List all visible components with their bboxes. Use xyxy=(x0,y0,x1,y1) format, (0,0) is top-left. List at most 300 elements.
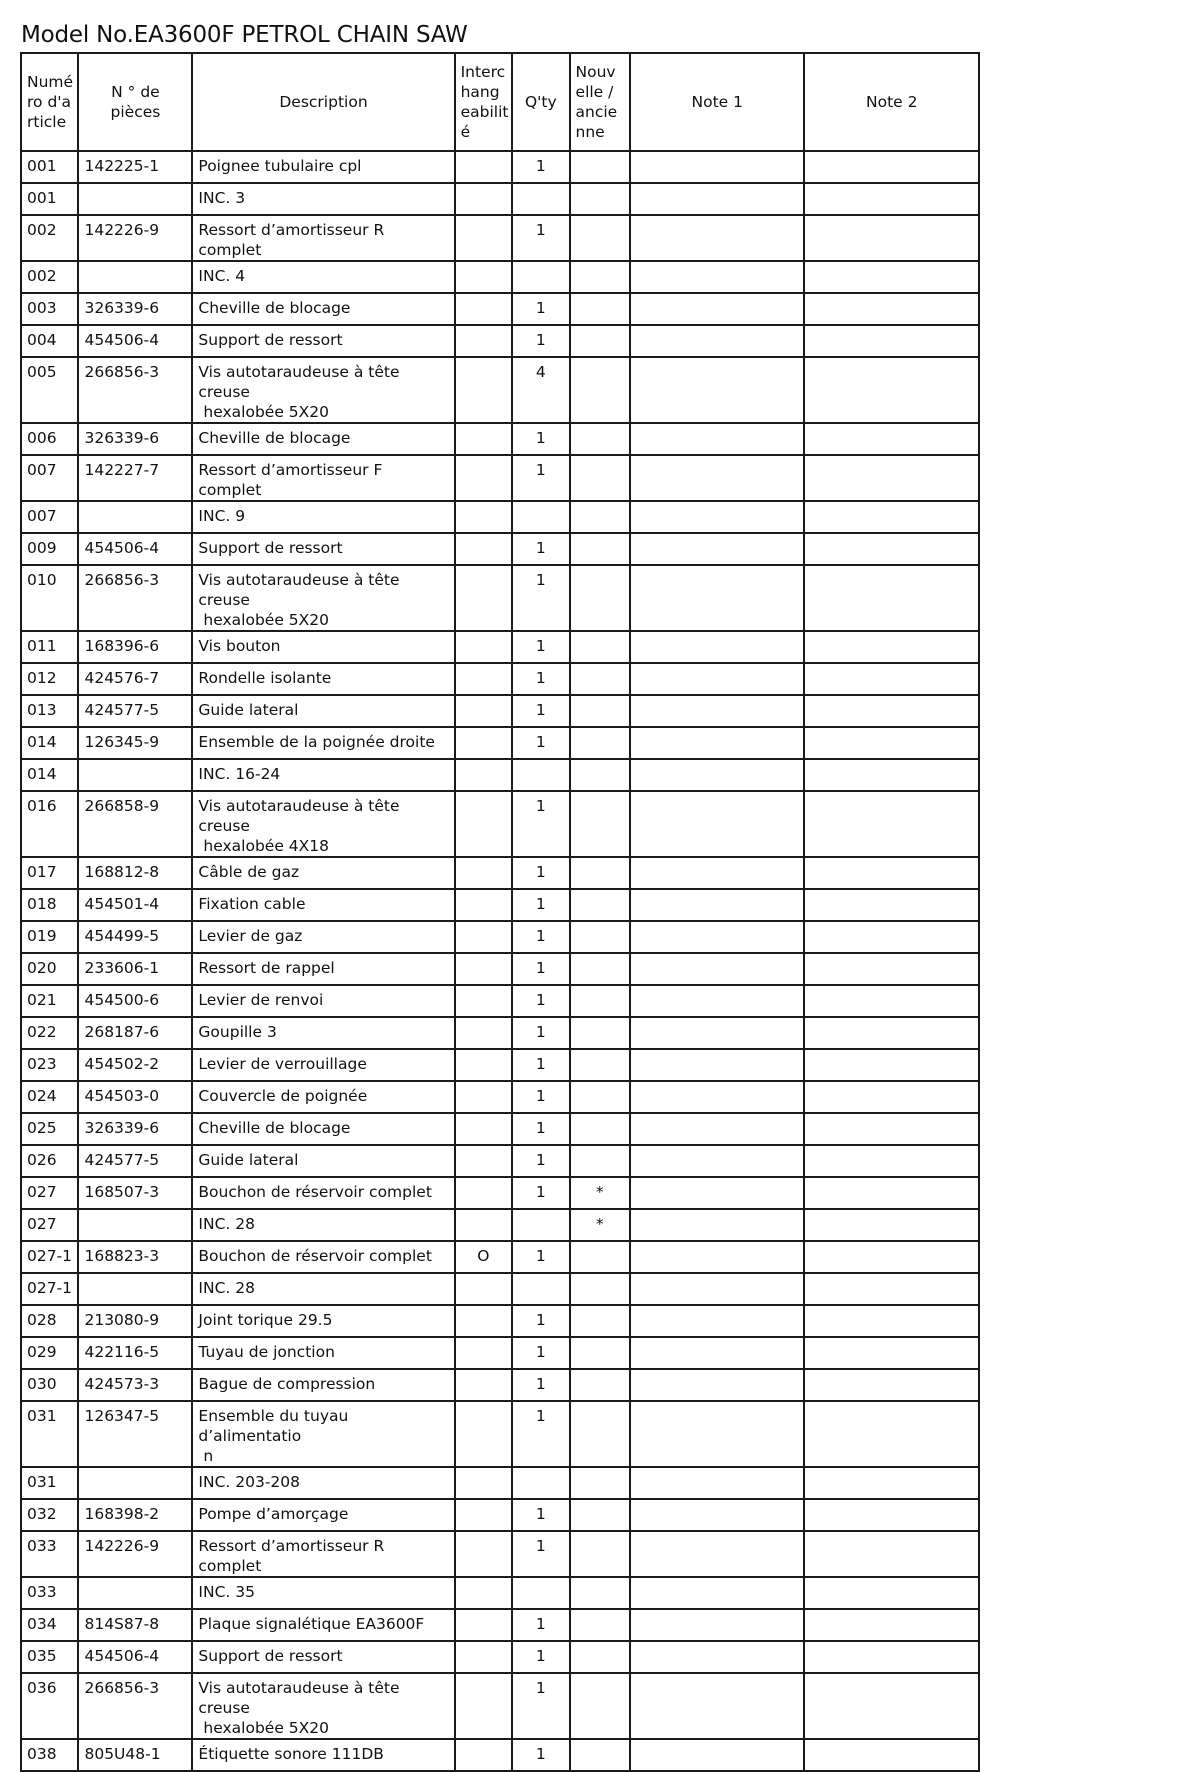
cell-note-2 xyxy=(804,1641,979,1673)
cell-interchangeability xyxy=(455,1369,512,1401)
cell-qty: 1 xyxy=(512,455,569,501)
cell-interchangeability xyxy=(455,533,512,565)
cell-part-no: 168398-2 xyxy=(78,1499,192,1531)
cell-interchangeability xyxy=(455,1401,512,1467)
cell-note-1 xyxy=(630,1305,804,1337)
cell-part-no: 424577-5 xyxy=(78,695,192,727)
table-row xyxy=(21,759,979,791)
description-line: Tuyau de jonction xyxy=(198,1343,335,1361)
cell-note-1 xyxy=(630,985,804,1017)
table-row xyxy=(21,501,979,533)
cell-note-2 xyxy=(804,325,979,357)
cell-qty: 1 xyxy=(512,695,569,727)
cell-qty: 1 xyxy=(512,1609,569,1641)
cell-qty: 1 xyxy=(512,1049,569,1081)
cell-new-old xyxy=(570,889,631,921)
cell-new-old: * xyxy=(570,1177,631,1209)
cell-interchangeability xyxy=(455,215,512,261)
cell-note-1 xyxy=(630,1113,804,1145)
cell-note-1 xyxy=(630,953,804,985)
cell-part-no: 168507-3 xyxy=(78,1177,192,1209)
cell-new-old xyxy=(570,455,631,501)
cell-interchangeability xyxy=(455,565,512,631)
description-line: Rondelle isolante xyxy=(198,669,332,687)
cell-item-no: 002 xyxy=(21,261,78,293)
description-line: Poignee tubulaire cpl xyxy=(198,157,362,175)
cell-qty: 1 xyxy=(512,1531,569,1577)
table-row xyxy=(21,1305,979,1337)
cell-interchangeability xyxy=(455,759,512,791)
description-line: Plaque signalétique EA3600F xyxy=(198,1615,425,1633)
cell-part-no: 424577-5 xyxy=(78,1145,192,1177)
cell-item-no: 025 xyxy=(21,1113,78,1145)
cell-note-1 xyxy=(630,1337,804,1369)
description-line: INC. 28 xyxy=(198,1279,255,1297)
cell-description xyxy=(192,1241,454,1273)
table-row xyxy=(21,727,979,759)
cell-qty: 1 xyxy=(512,1337,569,1369)
cell-interchangeability xyxy=(455,631,512,663)
cell-description xyxy=(192,631,454,663)
cell-note-2 xyxy=(804,1401,979,1467)
cell-item-no: 017 xyxy=(21,857,78,889)
cell-interchangeability xyxy=(455,921,512,953)
table-row xyxy=(21,1049,979,1081)
cell-note-2 xyxy=(804,1081,979,1113)
description-line: INC. 4 xyxy=(198,267,246,285)
cell-note-2 xyxy=(804,1467,979,1499)
table-row xyxy=(21,1467,979,1499)
cell-new-old xyxy=(570,695,631,727)
table-row xyxy=(21,183,979,215)
description-line: Guide lateral xyxy=(198,1151,299,1169)
cell-note-2 xyxy=(804,183,979,215)
cell-part-no: 233606-1 xyxy=(78,953,192,985)
cell-qty: 1 xyxy=(512,1369,569,1401)
table-row xyxy=(21,1145,979,1177)
cell-description xyxy=(192,791,454,857)
cell-item-no: 002 xyxy=(21,215,78,261)
cell-note-1 xyxy=(630,889,804,921)
cell-item-no: 031 xyxy=(21,1467,78,1499)
cell-part-no: 454500-6 xyxy=(78,985,192,1017)
cell-note-1 xyxy=(630,501,804,533)
description-line: Ressort d’amortisseur F complet xyxy=(198,461,383,499)
cell-part-no xyxy=(78,1577,192,1609)
cell-interchangeability xyxy=(455,1081,512,1113)
cell-description xyxy=(192,1531,454,1577)
cell-note-2 xyxy=(804,631,979,663)
cell-note-2 xyxy=(804,423,979,455)
cell-qty: 1 xyxy=(512,953,569,985)
cell-note-1 xyxy=(630,921,804,953)
cell-interchangeability xyxy=(455,357,512,423)
table-row xyxy=(21,1273,979,1305)
cell-new-old xyxy=(570,1401,631,1467)
cell-new-old xyxy=(570,325,631,357)
cell-new-old xyxy=(570,1305,631,1337)
cell-note-2 xyxy=(804,1337,979,1369)
cell-note-1 xyxy=(630,1739,804,1771)
cell-part-no: 142225-1 xyxy=(78,151,192,183)
description-line: INC. 28 xyxy=(198,1215,255,1233)
description-line: Joint torique 29.5 xyxy=(198,1311,333,1329)
cell-item-no: 032 xyxy=(21,1499,78,1531)
cell-item-no: 004 xyxy=(21,325,78,357)
cell-new-old xyxy=(570,791,631,857)
cell-note-2 xyxy=(804,1499,979,1531)
cell-note-2 xyxy=(804,501,979,533)
table-row xyxy=(21,1609,979,1641)
cell-description xyxy=(192,501,454,533)
cell-note-2 xyxy=(804,663,979,695)
cell-part-no xyxy=(78,1273,192,1305)
cell-item-no: 033 xyxy=(21,1577,78,1609)
description-line: Support de ressort xyxy=(198,539,343,557)
cell-interchangeability xyxy=(455,1499,512,1531)
cell-note-1 xyxy=(630,423,804,455)
table-row xyxy=(21,261,979,293)
cell-note-2 xyxy=(804,533,979,565)
cell-part-no xyxy=(78,759,192,791)
description-line: hexalobée 4X18 xyxy=(203,837,329,855)
cell-new-old xyxy=(570,759,631,791)
cell-new-old xyxy=(570,151,631,183)
cell-description xyxy=(192,325,454,357)
cell-qty: 1 xyxy=(512,1145,569,1177)
cell-description xyxy=(192,357,454,423)
cell-new-old xyxy=(570,1499,631,1531)
table-row xyxy=(21,455,979,501)
cell-qty: 1 xyxy=(512,1739,569,1771)
cell-note-1 xyxy=(630,759,804,791)
table-row xyxy=(21,631,979,663)
cell-qty: 1 xyxy=(512,1305,569,1337)
description-line: Cheville de blocage xyxy=(198,299,351,317)
cell-part-no: 168812-8 xyxy=(78,857,192,889)
header-item-no: Numé ro d'a rticle xyxy=(21,53,78,151)
cell-note-2 xyxy=(804,1739,979,1771)
cell-note-1 xyxy=(630,565,804,631)
cell-item-no: 016 xyxy=(21,791,78,857)
description-line: hexalobée 5X20 xyxy=(203,611,329,629)
cell-item-no: 027-1 xyxy=(21,1241,78,1273)
cell-part-no: 268187-6 xyxy=(78,1017,192,1049)
table-row xyxy=(21,791,979,857)
description-line: INC. 3 xyxy=(198,189,246,207)
cell-new-old xyxy=(570,1017,631,1049)
cell-qty: 1 xyxy=(512,325,569,357)
cell-qty: 1 xyxy=(512,889,569,921)
table-row xyxy=(21,1739,979,1771)
cell-new-old xyxy=(570,953,631,985)
cell-note-2 xyxy=(804,1305,979,1337)
description-line: Vis autotaraudeuse à tête creuse xyxy=(198,571,400,609)
cell-note-1 xyxy=(630,1177,804,1209)
cell-part-no: 454506-4 xyxy=(78,325,192,357)
cell-new-old xyxy=(570,215,631,261)
cell-note-1 xyxy=(630,1499,804,1531)
cell-part-no: 422116-5 xyxy=(78,1337,192,1369)
cell-new-old xyxy=(570,293,631,325)
cell-qty xyxy=(512,1209,569,1241)
cell-description xyxy=(192,985,454,1017)
cell-item-no: 023 xyxy=(21,1049,78,1081)
cell-part-no: 424576-7 xyxy=(78,663,192,695)
cell-interchangeability xyxy=(455,1209,512,1241)
cell-qty: 1 xyxy=(512,985,569,1017)
cell-item-no: 034 xyxy=(21,1609,78,1641)
cell-note-1 xyxy=(630,1209,804,1241)
cell-qty: 1 xyxy=(512,1113,569,1145)
cell-part-no xyxy=(78,1467,192,1499)
cell-item-no: 038 xyxy=(21,1739,78,1771)
cell-description xyxy=(192,1273,454,1305)
description-line: INC. 35 xyxy=(198,1583,255,1601)
cell-note-1 xyxy=(630,857,804,889)
table-row xyxy=(21,1401,979,1467)
cell-qty: 1 xyxy=(512,791,569,857)
table-row xyxy=(21,1337,979,1369)
table-row xyxy=(21,1499,979,1531)
cell-interchangeability xyxy=(455,791,512,857)
description-line: Vis autotaraudeuse à tête creuse xyxy=(198,797,400,835)
cell-note-1 xyxy=(630,1609,804,1641)
description-line: Levier de gaz xyxy=(198,927,303,945)
cell-item-no: 012 xyxy=(21,663,78,695)
cell-note-2 xyxy=(804,985,979,1017)
cell-description xyxy=(192,1081,454,1113)
description-line: Ensemble de la poignée droite xyxy=(198,733,435,751)
description-line: Support de ressort xyxy=(198,1647,343,1665)
cell-interchangeability xyxy=(455,1017,512,1049)
cell-note-1 xyxy=(630,151,804,183)
page-title: Model No.EA3600F PETROL CHAIN SAW xyxy=(21,22,468,48)
description-line: Levier de renvoi xyxy=(198,991,324,1009)
description-line: Ressort d’amortisseur R complet xyxy=(198,221,385,259)
cell-interchangeability: O xyxy=(455,1241,512,1273)
cell-qty: 1 xyxy=(512,1641,569,1673)
cell-description xyxy=(192,1049,454,1081)
cell-note-1 xyxy=(630,1049,804,1081)
table-row xyxy=(21,293,979,325)
description-line: Ensemble du tuyau d’alimentatio xyxy=(198,1407,349,1445)
cell-note-1 xyxy=(630,1081,804,1113)
cell-note-1 xyxy=(630,1531,804,1577)
table-row xyxy=(21,889,979,921)
cell-note-1 xyxy=(630,183,804,215)
cell-qty: 1 xyxy=(512,631,569,663)
header-interchangeability: Interc hang eabilit é xyxy=(455,53,512,151)
cell-note-2 xyxy=(804,889,979,921)
cell-interchangeability xyxy=(455,1577,512,1609)
cell-item-no: 007 xyxy=(21,501,78,533)
description-line: Bouchon de réservoir complet xyxy=(198,1183,432,1201)
cell-item-no: 027 xyxy=(21,1177,78,1209)
cell-note-2 xyxy=(804,151,979,183)
cell-description xyxy=(192,759,454,791)
cell-item-no: 024 xyxy=(21,1081,78,1113)
table-row xyxy=(21,1241,979,1273)
cell-description xyxy=(192,663,454,695)
cell-note-2 xyxy=(804,357,979,423)
cell-new-old: * xyxy=(570,1209,631,1241)
cell-interchangeability xyxy=(455,423,512,455)
cell-new-old xyxy=(570,1641,631,1673)
description-line: Bague de compression xyxy=(198,1375,376,1393)
table-row xyxy=(21,215,979,261)
table-row xyxy=(21,1531,979,1577)
header-note-1: Note 1 xyxy=(630,53,804,151)
header-qty: Q'ty xyxy=(512,53,569,151)
cell-note-1 xyxy=(630,293,804,325)
cell-item-no: 036 xyxy=(21,1673,78,1739)
cell-new-old xyxy=(570,1531,631,1577)
cell-interchangeability xyxy=(455,151,512,183)
cell-description xyxy=(192,1577,454,1609)
table-row xyxy=(21,1209,979,1241)
cell-qty: 1 xyxy=(512,1017,569,1049)
cell-interchangeability xyxy=(455,1049,512,1081)
description-line: hexalobée 5X20 xyxy=(203,1719,329,1737)
cell-item-no: 010 xyxy=(21,565,78,631)
cell-description xyxy=(192,151,454,183)
cell-qty: 1 xyxy=(512,293,569,325)
cell-new-old xyxy=(570,183,631,215)
cell-part-no xyxy=(78,501,192,533)
cell-qty: 1 xyxy=(512,565,569,631)
cell-item-no: 001 xyxy=(21,183,78,215)
cell-description xyxy=(192,1609,454,1641)
cell-note-2 xyxy=(804,1017,979,1049)
cell-interchangeability xyxy=(455,1739,512,1771)
cell-item-no: 033 xyxy=(21,1531,78,1577)
cell-interchangeability xyxy=(455,695,512,727)
cell-interchangeability xyxy=(455,1467,512,1499)
cell-description xyxy=(192,1017,454,1049)
cell-note-2 xyxy=(804,1273,979,1305)
table-row xyxy=(21,1369,979,1401)
cell-description xyxy=(192,889,454,921)
cell-description xyxy=(192,215,454,261)
cell-description xyxy=(192,1145,454,1177)
cell-description xyxy=(192,423,454,455)
cell-note-2 xyxy=(804,1609,979,1641)
cell-note-2 xyxy=(804,857,979,889)
cell-interchangeability xyxy=(455,1145,512,1177)
cell-new-old xyxy=(570,1609,631,1641)
cell-interchangeability xyxy=(455,1531,512,1577)
cell-note-2 xyxy=(804,1145,979,1177)
cell-description xyxy=(192,695,454,727)
cell-qty: 1 xyxy=(512,727,569,759)
cell-part-no xyxy=(78,261,192,293)
cell-note-1 xyxy=(630,215,804,261)
table-row xyxy=(21,565,979,631)
description-line: Vis bouton xyxy=(198,637,281,655)
cell-note-1 xyxy=(630,533,804,565)
table-row xyxy=(21,953,979,985)
cell-interchangeability xyxy=(455,1641,512,1673)
cell-part-no: 266856-3 xyxy=(78,357,192,423)
description-line: Guide lateral xyxy=(198,701,299,719)
cell-new-old xyxy=(570,1241,631,1273)
cell-qty: 1 xyxy=(512,1177,569,1209)
description-line: Support de ressort xyxy=(198,331,343,349)
cell-part-no: 814S87-8 xyxy=(78,1609,192,1641)
cell-qty: 1 xyxy=(512,1499,569,1531)
cell-note-2 xyxy=(804,1531,979,1577)
cell-note-1 xyxy=(630,695,804,727)
cell-note-2 xyxy=(804,261,979,293)
cell-new-old xyxy=(570,565,631,631)
cell-part-no: 142226-9 xyxy=(78,1531,192,1577)
cell-new-old xyxy=(570,727,631,759)
cell-note-2 xyxy=(804,1209,979,1241)
cell-item-no: 029 xyxy=(21,1337,78,1369)
header-new-old: Nouv elle / ancie nne xyxy=(570,53,631,151)
description-line: Vis autotaraudeuse à tête creuse xyxy=(198,1679,400,1717)
cell-note-1 xyxy=(630,1241,804,1273)
cell-part-no: 168396-6 xyxy=(78,631,192,663)
cell-item-no: 027-1 xyxy=(21,1273,78,1305)
cell-item-no: 030 xyxy=(21,1369,78,1401)
table-row xyxy=(21,921,979,953)
cell-description xyxy=(192,293,454,325)
cell-note-1 xyxy=(630,325,804,357)
cell-item-no: 014 xyxy=(21,759,78,791)
cell-item-no: 018 xyxy=(21,889,78,921)
cell-item-no: 001 xyxy=(21,151,78,183)
table-row xyxy=(21,151,979,183)
cell-note-1 xyxy=(630,261,804,293)
cell-item-no: 020 xyxy=(21,953,78,985)
cell-part-no xyxy=(78,1209,192,1241)
cell-qty: 1 xyxy=(512,1081,569,1113)
table-header-row xyxy=(21,53,979,151)
cell-note-1 xyxy=(630,727,804,759)
cell-new-old xyxy=(570,1273,631,1305)
cell-note-2 xyxy=(804,1049,979,1081)
cell-description xyxy=(192,533,454,565)
cell-new-old xyxy=(570,631,631,663)
cell-note-1 xyxy=(630,1145,804,1177)
cell-item-no: 003 xyxy=(21,293,78,325)
cell-qty: 1 xyxy=(512,533,569,565)
cell-note-1 xyxy=(630,1467,804,1499)
cell-part-no: 805U48-1 xyxy=(78,1739,192,1771)
description-line: Cheville de blocage xyxy=(198,1119,351,1137)
cell-new-old xyxy=(570,1081,631,1113)
description-line: INC. 16-24 xyxy=(198,765,281,783)
cell-note-2 xyxy=(804,921,979,953)
cell-description xyxy=(192,1305,454,1337)
cell-new-old xyxy=(570,857,631,889)
cell-note-1 xyxy=(630,1401,804,1467)
cell-interchangeability xyxy=(455,455,512,501)
cell-qty: 1 xyxy=(512,215,569,261)
cell-note-1 xyxy=(630,631,804,663)
cell-qty: 1 xyxy=(512,921,569,953)
cell-interchangeability xyxy=(455,857,512,889)
cell-description xyxy=(192,727,454,759)
cell-qty: 1 xyxy=(512,1241,569,1273)
cell-note-2 xyxy=(804,1369,979,1401)
cell-note-2 xyxy=(804,455,979,501)
cell-item-no: 013 xyxy=(21,695,78,727)
cell-interchangeability xyxy=(455,1609,512,1641)
cell-description xyxy=(192,1499,454,1531)
